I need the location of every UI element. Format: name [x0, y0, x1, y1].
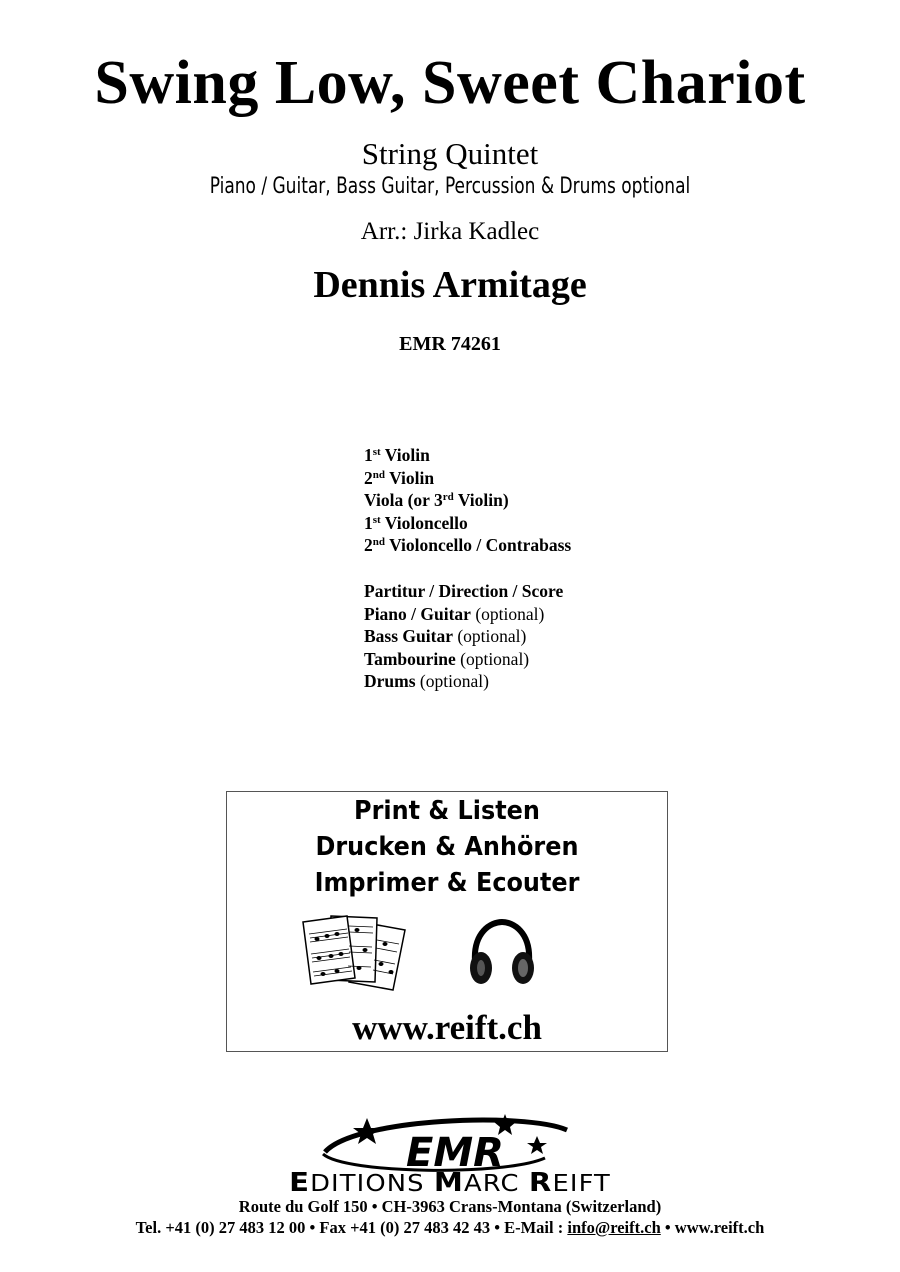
optional-instrumentation: Piano / Guitar, Bass Guitar, Percussion & Drums optional	[209, 174, 691, 199]
part-item-score: Partitur / Direction / Score	[364, 580, 564, 601]
parts-list	[364, 444, 571, 693]
promo-line-english: Print & Listen	[354, 796, 540, 826]
part-item: 2nd Violoncello / Contrabass	[364, 535, 572, 556]
headphones-icon	[467, 918, 537, 990]
composer-name: Dennis Armitage	[313, 264, 587, 306]
part-item: Viola (or 3rd Violin)	[364, 490, 509, 511]
score-title: Swing Low, Sweet Chariot	[94, 49, 806, 117]
part-item: 1st Violoncello	[364, 512, 468, 533]
sheet-music-icon	[301, 912, 413, 992]
publisher-contact: Tel. +41 (0) 27 483 12 00 • Fax +41 (0) 27 483 42 43 • E-Mail : info@reift.ch • www.reift.ch	[135, 1218, 765, 1237]
publisher-address: Route du Golf 150 • CH-3963 Crans-Montana (Switzerland)	[238, 1197, 662, 1216]
ensemble-subtitle: String Quintet	[361, 136, 539, 171]
part-item: 1st Violin	[364, 445, 430, 465]
arranger-credit: Arr.: Jirka Kadlec	[360, 218, 540, 245]
part-item: 2nd Violin	[364, 467, 435, 488]
part-item: Drums (optional)	[364, 671, 489, 692]
part-item: Piano / Guitar (optional)	[364, 603, 545, 624]
part-item: Bass Guitar (optional)	[364, 626, 527, 647]
publisher-name: EDITIONS MARC REIFT	[289, 1168, 611, 1198]
star-icon	[527, 1136, 547, 1154]
print-listen-box	[226, 791, 668, 1052]
logo-text: EMR	[406, 1130, 504, 1176]
catalog-number: EMR 74261	[399, 333, 501, 355]
promo-line-french: Imprimer & Ecouter	[314, 868, 580, 898]
part-item: Tambourine (optional)	[364, 648, 530, 669]
promo-website[interactable]: www.reift.ch	[352, 1008, 542, 1047]
promo-line-german: Drucken & Anhören	[315, 832, 579, 862]
email-link[interactable]: info@reift.ch	[567, 1218, 661, 1237]
star-icon	[353, 1118, 381, 1144]
